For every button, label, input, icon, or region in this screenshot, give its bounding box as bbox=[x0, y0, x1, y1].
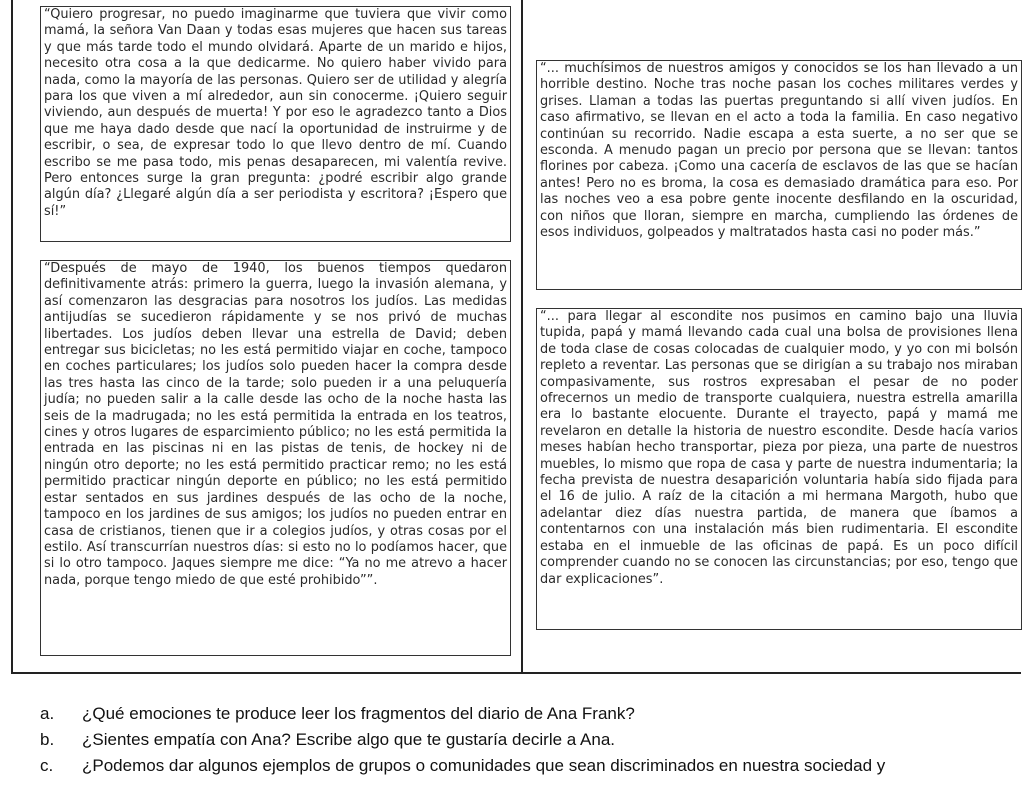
column-divider bbox=[521, 0, 523, 674]
excerpt-text: “... para llegar al escondite nos pusimos en camino bajo una lluvia tupida, papá y mamá llevando cada cual una bolsa de provisiones llena de toda clase de cosas colocadas de cualquier modo, y yo con mi bolsón repleto a reventar. Las personas que se dirigían a su trabajo nos miraban compasivamente, sus rostros expresaban el pesar de no poder ofrecernos un medio de transporte cualquiera, nuestra estrella amarilla era lo bastante elocuente. Durante el trayecto, papá y mamá me revelaron en detalle la historia de nuestro escondite. Desde hacía varios meses habían hecho transportar, pieza por pieza, una parte de nuestros muebles, lo mismo que ropa de casa y parte de nuestra indumentaria; la fecha prevista de nuestra desaparición voluntaria había sido fijada para el 16 de julio. A raíz de la citación a mi hermana Margoth, hubo que adelantar diez días nuestra partida, de manera que íbamos a contentarnos con una instalación más bien rudimentaria. El escondite estaba en el inmueble de las oficinas de papá. Es un poco difícil comprender cuando no se conocen las circunstancias; por eso, tengo que dar explicaciones”. bbox=[540, 309, 1018, 587]
excerpt-text: “... muchísimos de nuestros amigos y conocidos se los han llevado a un horrible destino. Noche tras noche pasan los coches militares verdes y grises. Llaman a todas las puertas preguntando si allí viven judíos. En caso afirmativo, se llevan en el acto a toda la familia. En caso negativo continúan su recorrido. Nadie escapa a esta suerte, a no ser que se esconda. A menudo pagan un precio por persona que se llevan: tantos florines por cabeza. ¡Como una cacería de esclavos de las que se hacían antes! Pero no es broma, la cosa es demasiado dramática para eso. Por las noches veo a esa pobre gente inocente desfilando en la oscuridad, con niños que lloran, siempre en marcha, cumpliendo las órdenes de esos individuos, golpeados y maltratados hasta casi no poder más.” bbox=[540, 61, 1018, 241]
question-letter: c. bbox=[40, 756, 54, 775]
diary-excerpt-3 bbox=[536, 60, 1022, 290]
excerpt-text: “Quiero progresar, no puedo imaginarme que tuviera que vivir como mamá, la señora Van Daan y todas esas mujeres que hacen sus tareas y que más tarde todo el mundo olvidará. Aparte de un marido e hijos, necesito otra cosa a la que dedicarme. No quiero haber vivido para nada, como la mayoría de las personas. Quiero ser de utilidad y alegría para los que viven a mí alrededor, aun sin conocerme. ¡Quiero seguir viviendo, aun después de muerta! Y por eso le agradezco tanto a Dios que me haya dado desde que nací la oportunidad de instruirme y de escribir, o sea, de expresar todo lo que llevo dentro de mí. Cuando escribo se me pasa todo, mis penas desaparecen, mi valentía revive. Pero entonces surge la gran pregunta: ¿podré escribir algo grande algún día? ¿Llegaré algún día a ser periodista y escritora? ¡Espero que sí!” bbox=[44, 7, 507, 219]
diary-excerpt-1 bbox=[40, 6, 511, 242]
diary-excerpt-4 bbox=[536, 308, 1022, 630]
question-list bbox=[40, 703, 1023, 781]
question-letter: a. bbox=[40, 704, 55, 723]
question-text: ¿Podemos dar algunos ejemplos de grupos o comunidades que sean discriminados en nuestra sociedad y bbox=[82, 756, 886, 775]
excerpt-text: “Después de mayo de 1940, los buenos tiempos quedaron definitivamente atrás: primero la guerra, luego la invasión alemana, y así comenzaron las desgracias para nosotros los judíos. Las medidas antijudías se sucedieron rápidamente y se nos privó de muchas libertades. Los judíos deben llevar una estrella de David; deben entregar sus bicicletas; no les está permitido viajar en coche, tampoco en coches particulares; los judíos solo pueden hacer la compra desde las tres hasta las cinco de la tarde; solo pueden ir a una peluquería judía; no pueden salir a la calle desde las ocho de la noche hasta las seis de la madrugada; no les está permitida la entrada en los teatros, cines y otros lugares de esparcimiento público; no les está permitida la entrada en las piscinas ni en las pistas de tenis, de hockey ni de ningún otro deporte; no les está permitido practicar remo; no les está permitido practicar ningún deporte en público; no les está permitido estar sentados en sus jardines después de las ocho de la noche, tampoco en los jardines de sus amigos; los judíos no pueden entrar en casa de cristianos, tienen que ir a colegios judíos, y otras cosas por el estilo. Así transcurrían nuestros días: si esto no lo podíamos hacer, que si lo otro tampoco. Jaques siempre me dice: “Ya no me atrevo a hacer nada, porque tengo miedo de que esté prohibido””. bbox=[44, 261, 507, 588]
question-text: ¿Sientes empatía con Ana? Escribe algo que te gustaría decirle a Ana. bbox=[82, 730, 616, 749]
question-letter: b. bbox=[40, 730, 55, 749]
question-b bbox=[40, 729, 1023, 755]
question-text: ¿Qué emociones te produce leer los fragmentos del diario de Ana Frank? bbox=[82, 704, 635, 723]
diary-excerpt-2 bbox=[40, 260, 511, 656]
question-a bbox=[40, 703, 1023, 729]
question-c bbox=[40, 755, 1023, 781]
